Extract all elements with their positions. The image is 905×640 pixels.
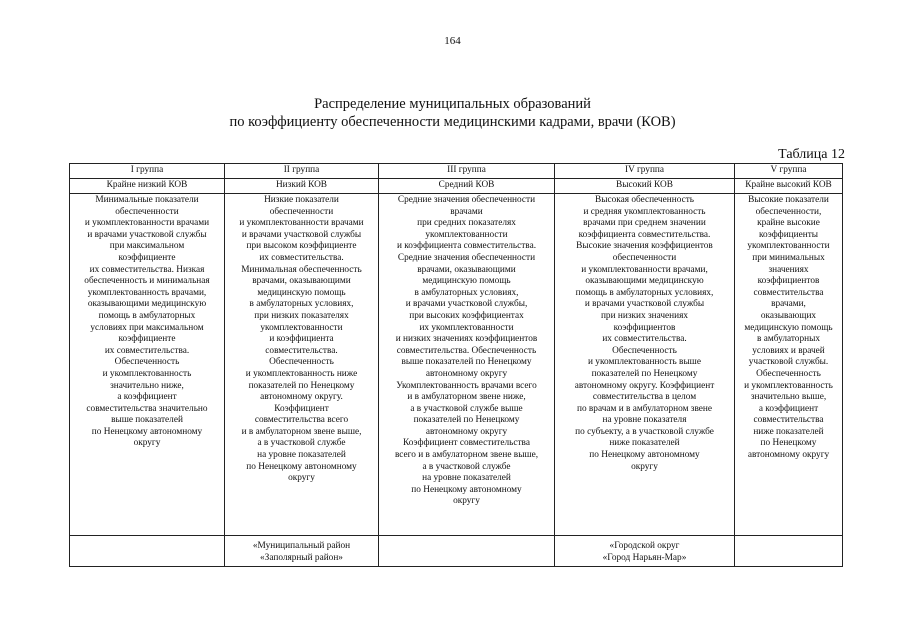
group-header-cell: IV группа	[555, 164, 735, 179]
title-line-1: Распределение муниципальных образований	[314, 96, 591, 112]
group-header-cell: V группа	[735, 164, 843, 179]
level-cell: Низкий КОВ	[225, 179, 379, 194]
municipality-cell	[70, 536, 225, 567]
description-cell: Средние значения обеспеченности врачами при средних показателях укомплектованности и коэффициента совместительства. Средние значения обеспеченности врачами, оказывающими медицинскую помощь в амбулаторных условиях, и врачами участковой службы, при высоких коэффициентах их укомплектованности и низких значениях коэффициентов совместительства. Обеспеченность выше показателей по Ненецкому автономному округу Укомплектованность врачами всего и в амбулаторном звене ниже, а в участковой службе выше показателей по Ненецкому автономному округу Коэффициент совместительства всего и в амбулаторном звене выше, а в участковой службе на уровне показателей по Ненецкому автономному округу	[379, 194, 555, 536]
municipality-row	[70, 536, 843, 567]
level-row	[70, 179, 843, 194]
municipality-cell: «Городской округ «Город Нарьян-Мар»	[555, 536, 735, 567]
description-cell: Минимальные показатели обеспеченности и укомплектованности врачами и врачами участковой службы при максимальном коэффициенте их совместительства. Низкая обеспеченность и минимальная укомплектованность врачами, оказывающими медицинскую помощь в амбулаторных условиях при максимальном коэффициенте их совместительства. Обеспеченность и укомплектованность значительно ниже, а коэффициент совместительства значительно выше показателей по Ненецкому автономному округу	[70, 194, 225, 536]
municipality-cell	[379, 536, 555, 567]
description-row	[70, 194, 843, 536]
group-header-row	[70, 164, 843, 179]
description-cell: Высокие показатели обеспеченности, крайне высокие коэффициенты укомплектованности при минимальных значениях коэффициентов совместительства врачами, оказывающих медицинскую помощь в амбулаторных условиях и врачей участковой службы. Обеспеченность и укомплектованность значительно выше, а коэффициент совместительства ниже показателей по Ненецкому автономному округу	[735, 194, 843, 536]
group-header-cell: I группа	[70, 164, 225, 179]
description-cell: Низкие показатели обеспеченности и укомплектованности врачами и врачами участковой службы при высоком коэффициенте их совместительства. Минимальная обеспеченность врачами, оказывающими медицинскую помощь в амбулаторных условиях, при низких показателях укомплектованности и коэффициента совместительства. Обеспеченность и укомплектованность ниже показателей по Ненецкому автономному округу. Коэффициент совместительства всего и в амбулаторном звене выше, а в участковой службе на уровне показателей по Ненецкому автономному округу	[225, 194, 379, 536]
level-cell: Средний КОВ	[379, 179, 555, 194]
level-cell: Крайне низкий КОВ	[70, 179, 225, 194]
group-header-cell: III группа	[379, 164, 555, 179]
level-cell: Крайне высокий КОВ	[735, 179, 843, 194]
page-title	[0, 95, 905, 131]
group-header-cell: II группа	[225, 164, 379, 179]
title-line-2: по коэффициенту обеспеченности медицинскими кадрами, врачи (КОВ)	[229, 114, 676, 130]
distribution-table	[69, 163, 843, 567]
municipality-cell: «Муниципальный район «Заполярный район»	[225, 536, 379, 567]
level-cell: Высокий КОВ	[555, 179, 735, 194]
table-caption: Таблица 12	[778, 147, 845, 162]
municipality-cell	[735, 536, 843, 567]
page-number: 164	[444, 35, 461, 47]
description-cell: Высокая обеспеченность и средняя укомплектованность врачами при среднем значении коэффициента совместительства. Высокие значения коэффициентов обеспеченности и укомплектованности врачами, оказывающими медицинскую помощь в амбулаторных условиях, и врачами участковой службы при низких значениях коэффициентов их совместительства. Обеспеченность и укомплектованность выше показателей по Ненецкому автономному округу. Коэффициент совместительства в целом по врачам и в амбулаторном звене на уровне показателя по субъекту, а в участковой службе ниже показателей по Ненецкому автономному округу	[555, 194, 735, 536]
